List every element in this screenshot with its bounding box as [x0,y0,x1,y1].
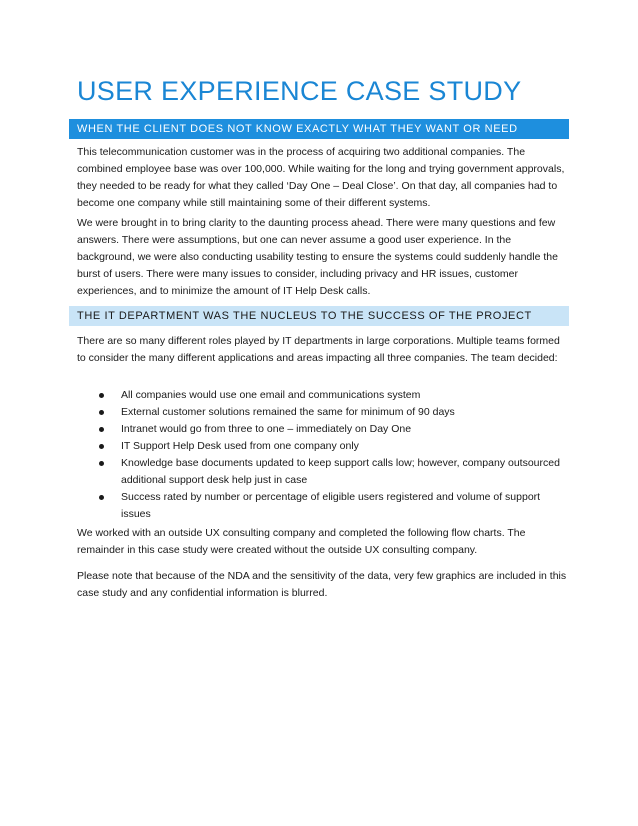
list-item [77,387,569,404]
section-heading-it-department: THE IT DEPARTMENT WAS THE NUCLEUS TO THE SUCCESS OF THE PROJECT [69,306,569,326]
paragraph-clarity: We were brought in to bring clarity to the daunting process ahead. There were many questions and few answers. There were assumptions, but one can never assume a good user experience. In the background, we were also conducting usability testing to ensure the systems could suddenly handle the burst of users. There were many issues to consider, including privacy and HR issues, customer experiences, and to minimize the amount of IT Help Desk calls. [77,217,558,297]
list-item-text: Intranet would go from three to one – immediately on Day One [121,423,412,435]
bullet-icon [99,427,104,432]
bullet-icon [99,444,104,449]
list-item [77,404,569,421]
bullet-icon [99,393,104,398]
list-item-text: Success rated by number or percentage of eligible users registered and volume of support issues [121,491,541,520]
list-item-text: All companies would use one email and communications system [121,389,421,401]
paragraph-it-roles: There are so many different roles played by IT departments in large corporations. Multiple teams formed to consider the many different applications and areas impacting all three companies. The team decided: [77,335,560,364]
bullet-icon [99,410,104,415]
list-item-text: Knowledge base documents updated to keep support calls low; however, company outsourced additional support desk help just in case [121,457,560,486]
list-item-text: IT Support Help Desk used from one company only [121,440,359,452]
paragraph-consulting: We worked with an outside UX consulting company and completed the following flow charts. The remainder in this case study were created without the outside UX consulting company. [77,527,526,556]
paragraph-nda-note: Please note that because of the NDA and the sensitivity of the data, very few graphics are included in this case study and any confidential information is blurred. [77,570,567,599]
bullet-icon [99,461,104,466]
paragraph-intro: This telecommunication customer was in the process of acquiring two additional companies. The combined employee base was over 100,000. While waiting for the long and trying government approvals, they needed to be ready for what they called ‘Day One – Deal Close’. On that day, all companies had to become one company while still maintaining some of their different systems. [77,146,565,209]
list-item [77,438,569,455]
section-heading-client: WHEN THE CLIENT DOES NOT KNOW EXACTLY WHAT THEY WANT OR NEED [69,119,569,139]
list-item [77,421,569,438]
bullet-icon [99,495,104,500]
list-item [77,489,569,523]
list-item-text: External customer solutions remained the same for minimum of 90 days [121,406,455,418]
list-item [77,455,569,489]
page-title: USER EXPERIENCE CASE STUDY [77,76,522,106]
decision-list [77,387,569,523]
